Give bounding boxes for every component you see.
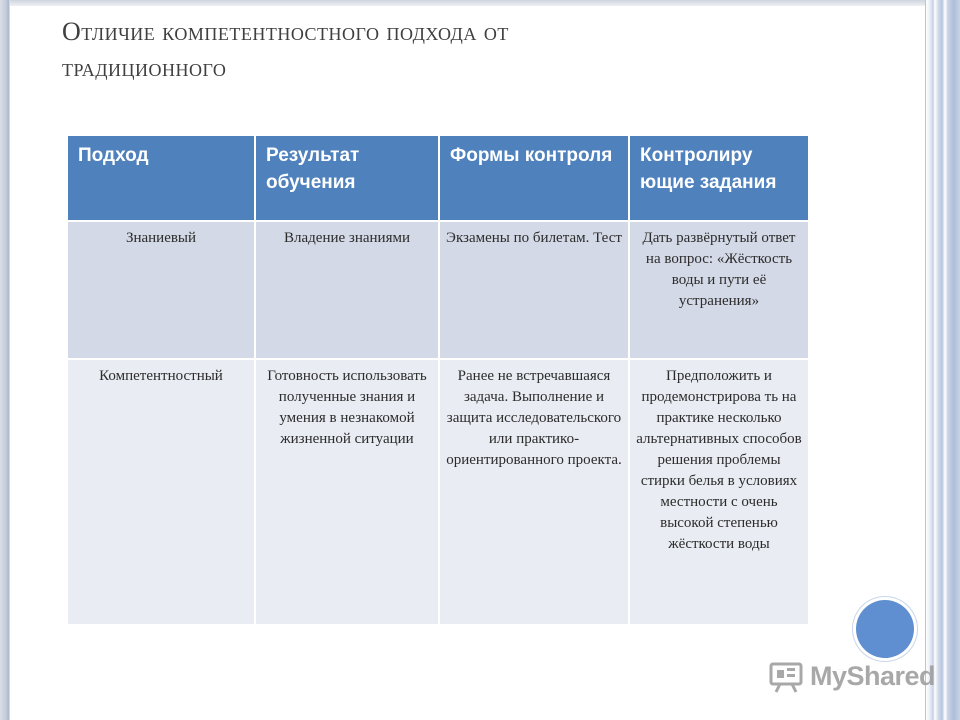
table-cell: Дать развёрнутый ответ на вопрос: «Жёсткость воды и пути её устранения» — [630, 222, 808, 358]
table-cell: Ранее не встречавшаяся задача. Выполнение и защита исследовательского или практико-ориентированного проекта. — [440, 360, 628, 624]
slide-title-line-1: Отличие компетентностного подхода от — [62, 17, 509, 46]
table-cell: Знаниевый — [68, 222, 254, 358]
slide-frame-right — [926, 0, 960, 720]
table-row — [68, 222, 808, 358]
slide-title — [62, 14, 862, 86]
slide-frame-left — [0, 0, 10, 720]
presentation-board-icon — [768, 658, 804, 694]
decorative-circle — [856, 600, 914, 658]
slide-title-line-2: традиционного — [62, 53, 227, 82]
table-cell: Экзамены по билетам. Тест — [440, 222, 628, 358]
table-header-row — [68, 136, 808, 220]
table-row — [68, 360, 808, 624]
myshared-watermark[interactable] — [768, 656, 935, 696]
header-learning-result: Результат обучения — [256, 136, 438, 220]
table-cell: Готовность использовать полученные знания и умения в незнакомой жизненной ситуации — [256, 360, 438, 624]
slide-frame-top — [0, 0, 930, 6]
header-control-tasks: Контролиру ющие задания — [630, 136, 808, 220]
header-control-forms: Формы контроля — [440, 136, 628, 220]
table-cell: Владение знаниями — [256, 222, 438, 358]
watermark-text: MyShared — [810, 660, 936, 691]
table-cell: Компетентностный — [68, 360, 254, 624]
comparison-table — [66, 134, 810, 626]
header-approach: Подход — [68, 136, 254, 220]
table-cell: Предположить и продемонстрирова ть на практике несколько альтернативных способов решения проблемы стирки белья в условиях местности с очень высокой степенью жёсткости воды — [630, 360, 808, 624]
